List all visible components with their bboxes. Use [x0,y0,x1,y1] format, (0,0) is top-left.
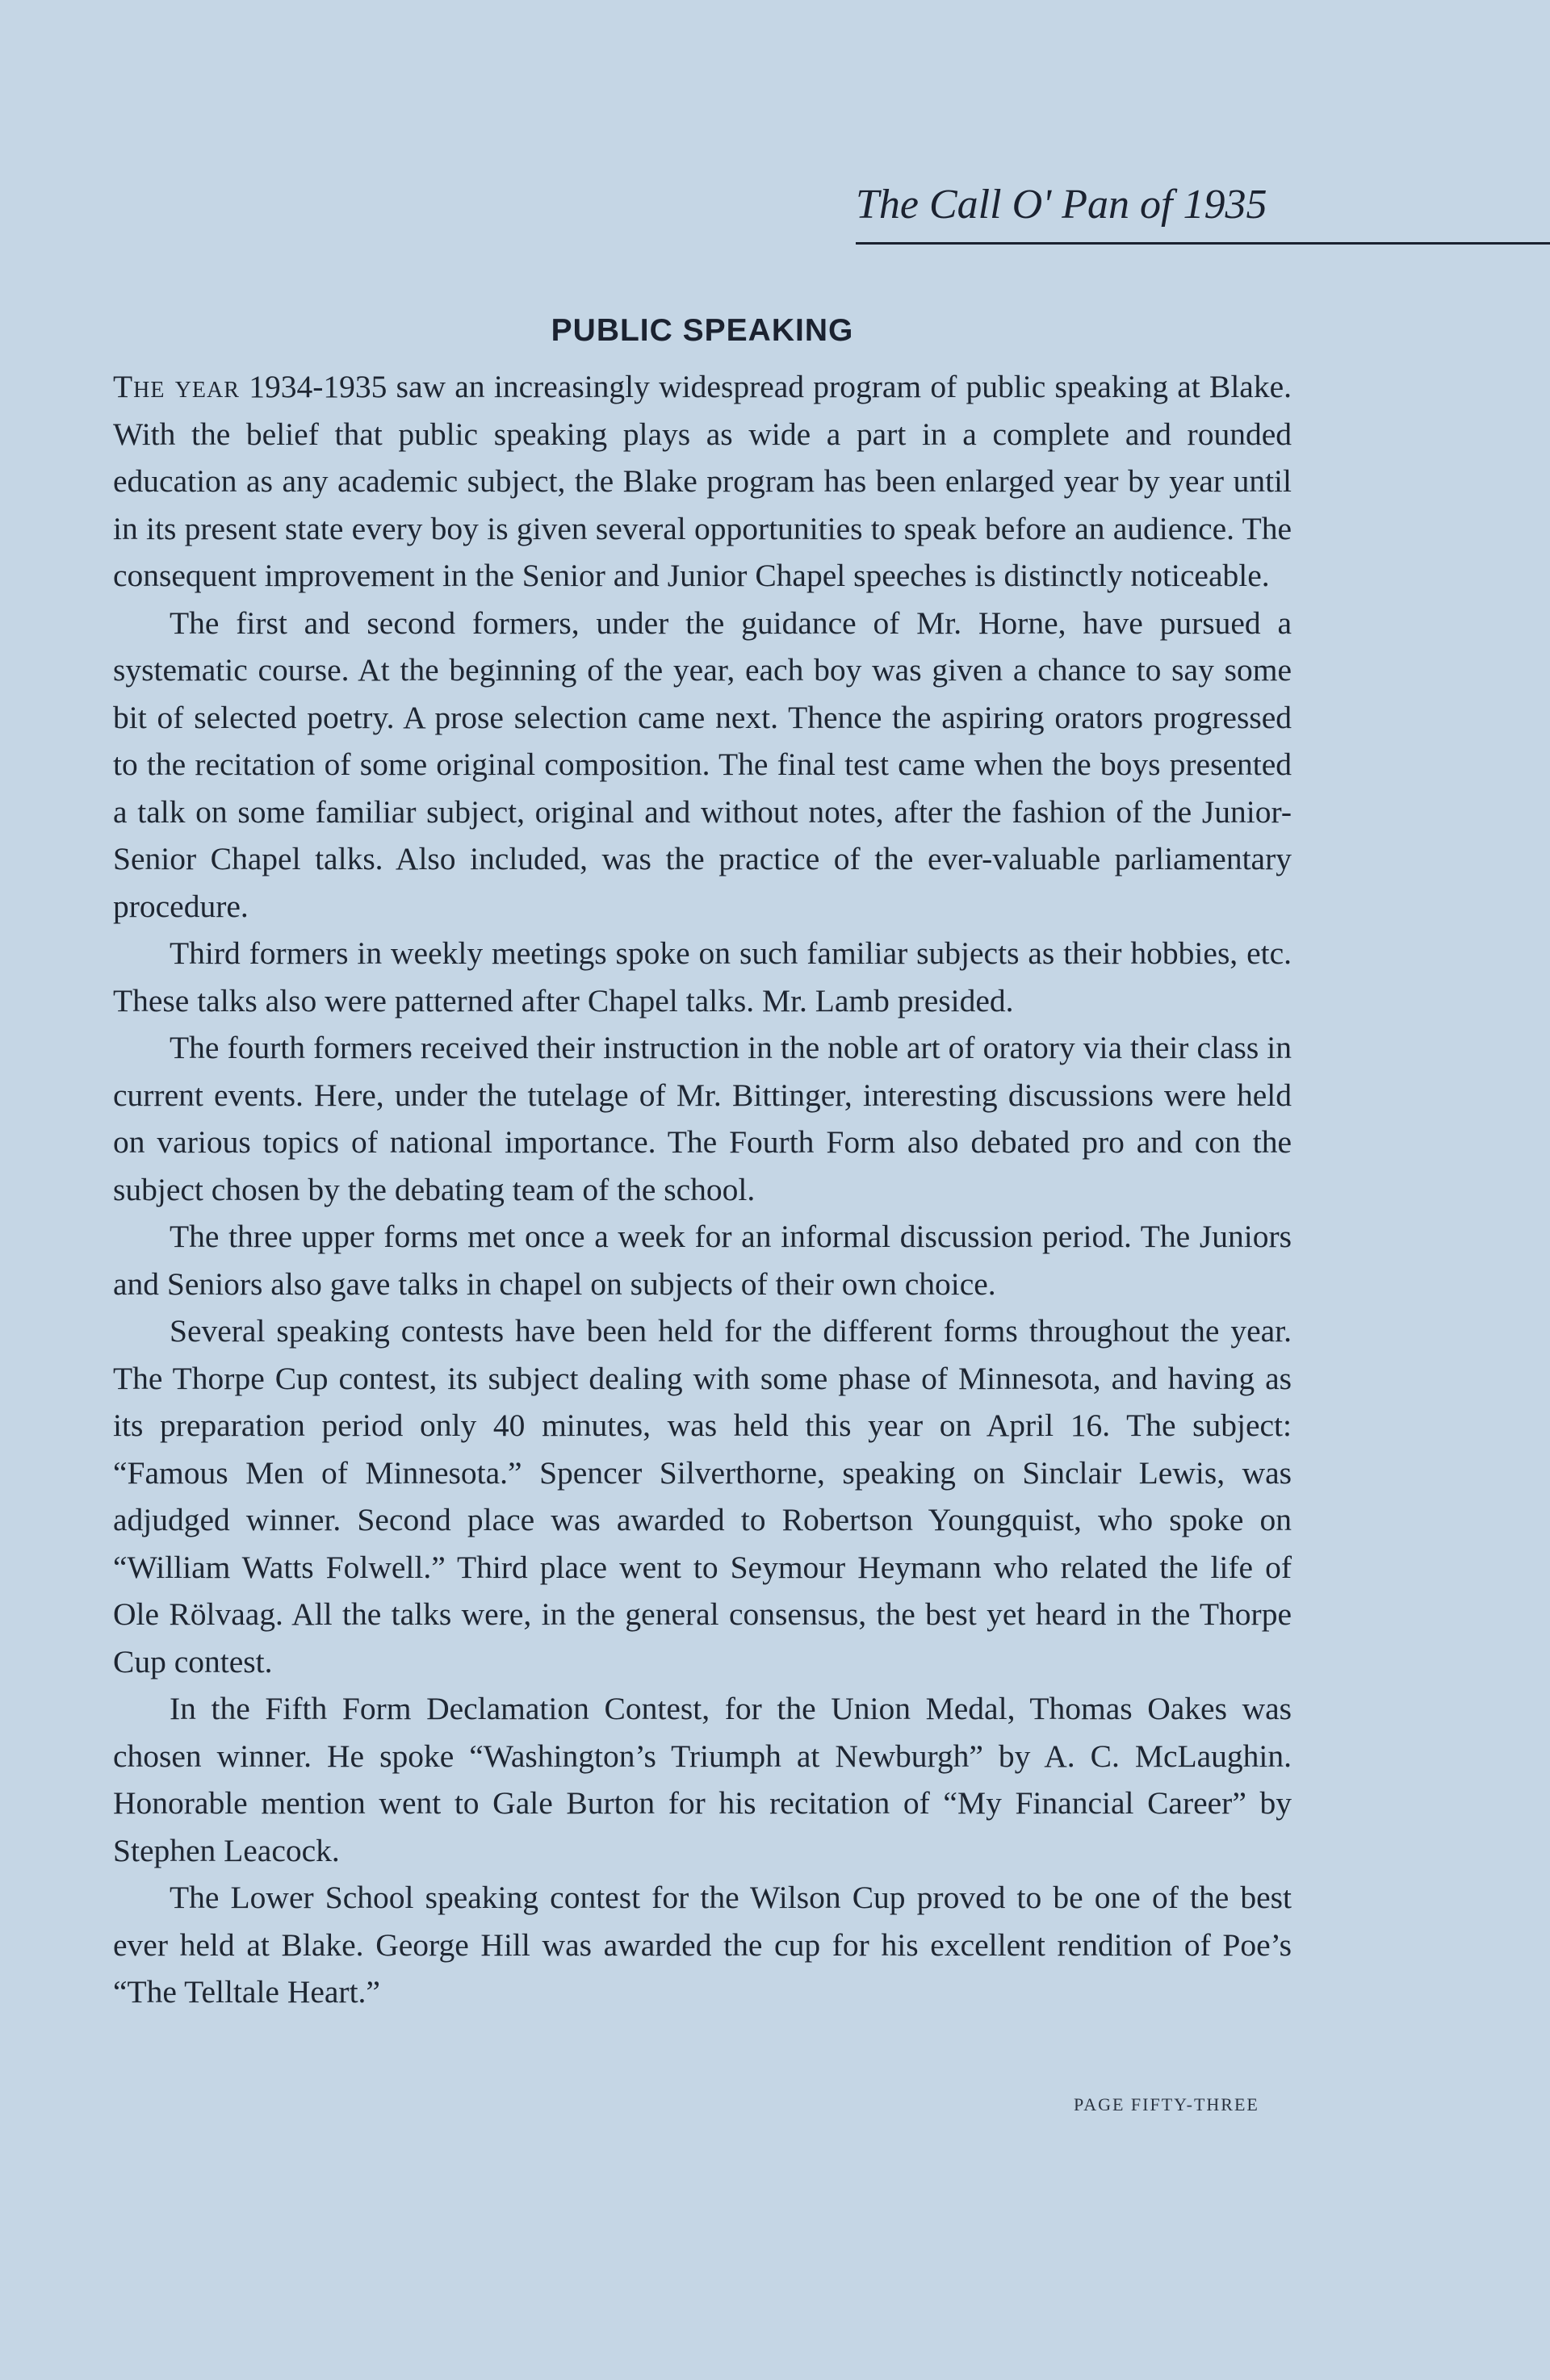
paragraph-7: In the Fifth Form Declamation Contest, for the Union Medal, Thomas Oakes was chosen winner. He spoke “Washington’s Triumph at Newburgh” by A. C. McLaughin. Honorable mention went to Gale Burton for his recitation of “My Financial Career” by Stephen Leacock. [113,1691,1292,1868]
paragraph-6: Several speaking contests have been held for the different forms throughout the year. The Thorpe Cup contest, its subject dealing with some phase of Minnesota, and having as its preparation period only 40 minutes, was held this year on April 16. The subject: “Famous Men of Minnesota.” Spencer Silverthorne, speaking on Sinclair Lewis, was adjudged winner. Second place was awarded to Robertson Youngquist, who spoke on “William Watts Folwell.” Third place went to Seymour Heymann who related the life of Ole Rölvaag. All the talks were, in the general consensus, the best yet heard in the Thorpe Cup contest. [113,1313,1292,1679]
section-title: PUBLIC SPEAKING [551,313,854,348]
paragraph-3: Third formers in weekly meetings spoke on such familiar subjects as their hobbies, etc. These talks also were patterned after Chapel talks. Mr. Lamb presided. [113,935,1292,1019]
header-rule [856,242,1550,245]
paragraph-5: The three upper forms met once a week for an informal discussion period. The Juniors and Seniors also gave talks in chapel on subjects of their own choice. [113,1219,1292,1302]
page-number: PAGE FIFTY-THREE [1074,2094,1259,2114]
paragraph-8: The Lower School speaking contest for the Wilson Cup proved to be one of the best ever held at Blake. George Hill was awarded the cup for his excellent rendition of Poe’s “The Telltale Heart.” [113,1880,1292,2010]
paragraph-1 [113,363,1292,600]
paragraph-lead-in: The year [113,369,240,404]
paragraph-1-text: 1934-1935 saw an increasingly widespread program of public speaking at Blake. With the belief that public speaking plays as wide a part in a complete and rounded education as any academic subject, the Blake program has been enlarged year by year until in its present state every boy is given several opportunities to speak before an audience. The consequent improvement in the Senior and Junior Chapel speeches is distinctly noticeable. [113,369,1292,593]
article-body [113,363,1292,2016]
paragraph-4: The fourth formers received their instruction in the noble art of oratory via their class in current events. Here, under the tutelage of Mr. Bittinger, interesting discussions were held on various topics of national importance. The Fourth Form also debated pro and con the subject chosen by the debating team of the school. [113,1030,1292,1207]
paragraph-2: The first and second formers, under the guidance of Mr. Horne, have pursued a systematic course. At the beginning of the year, each boy was given a chance to say some bit of selected poetry. A prose selection came next. Thence the aspiring orators progressed to the recitation of some original composition. The final test came when the boys presented a talk on some familiar subject, original and without notes, after the fashion of the Junior-Senior Chapel talks. Also included, was the practice of the ever-valuable parliamentary procedure. [113,604,1292,924]
running-title: The Call O' Pan of 1935 [856,182,1267,228]
